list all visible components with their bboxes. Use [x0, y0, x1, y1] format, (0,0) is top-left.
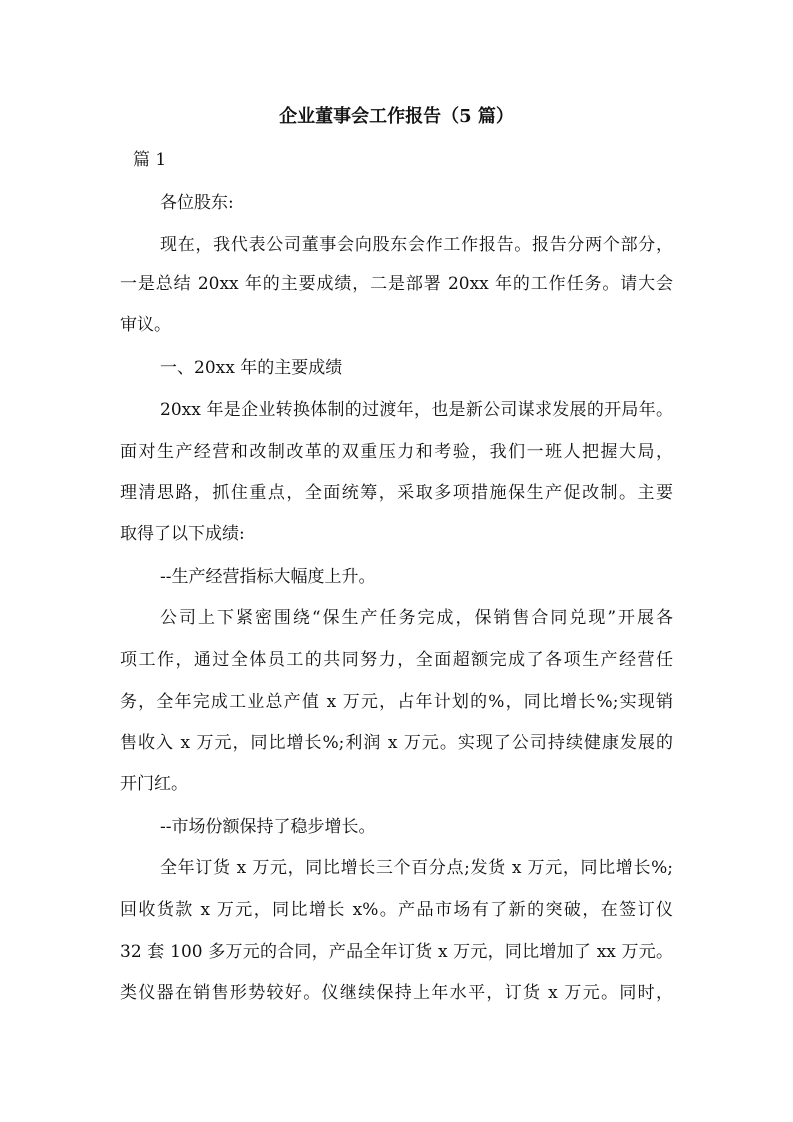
- salutation: 各位股东:: [160, 193, 234, 213]
- paragraph-line: 务，全年完成工业总产值 x 万元，占年计划的%，同比增长%;实现销: [120, 692, 673, 712]
- paragraph-line: 一是总结 20xx 年的主要成绩，二是部署 20xx 年的工作任务。请大会: [120, 274, 673, 294]
- paragraph-line: 类仪器在销售形势较好。仪继续保持上年水平，订货 x 万元。同时，: [120, 983, 673, 1003]
- subheading: --生产经营指标大幅度上升。: [160, 567, 376, 587]
- paragraph-line: 32 套 100 多万元的合同，产品全年订货 x 万元，同比增加了 xx 万元。: [120, 942, 673, 962]
- paragraph-line: 回收货款 x 万元，同比增长 x%。产品市场有了新的突破，在签订仪: [120, 900, 673, 920]
- paragraph-line: 审议。: [120, 315, 171, 335]
- paragraph-line: 开门红。: [120, 774, 188, 794]
- section-heading: 一、20xx 年的主要成绩: [160, 358, 343, 378]
- paragraph-line: 取得了以下成绩:: [120, 524, 245, 544]
- paragraph-line: 公司上下紧密围绕“保生产任务完成，保销售合同兑现”开展各: [160, 608, 673, 628]
- subheading: --市场份额保持了稳步增长。: [160, 817, 376, 837]
- paragraph-line: 售收入 x 万元，同比增长%;利润 x 万元。实现了公司持续健康发展的: [120, 733, 673, 753]
- paragraph-line: 理清思路，抓住重点，全面统筹，采取多项措施保生产促改制。主要: [120, 483, 673, 503]
- paragraph-line: 项工作，通过全体员工的共同努力，全面超额完成了各项生产经营任: [120, 650, 673, 670]
- paragraph-line: 面对生产经营和改制改革的双重压力和考验，我们一班人把握大局，: [120, 442, 673, 462]
- section-label: 篇 1: [133, 150, 167, 170]
- paragraph-line: 全年订货 x 万元，同比增长三个百分点;发货 x 万元，同比增长%;: [160, 858, 673, 878]
- document-title: 企业董事会工作报告（5 篇）: [279, 106, 514, 127]
- paragraph-line: 20xx 年是企业转换体制的过渡年，也是新公司谋求发展的开局年。: [160, 400, 673, 420]
- paragraph-line: 现在，我代表公司董事会向股东会作工作报告。报告分两个部分，: [160, 235, 673, 255]
